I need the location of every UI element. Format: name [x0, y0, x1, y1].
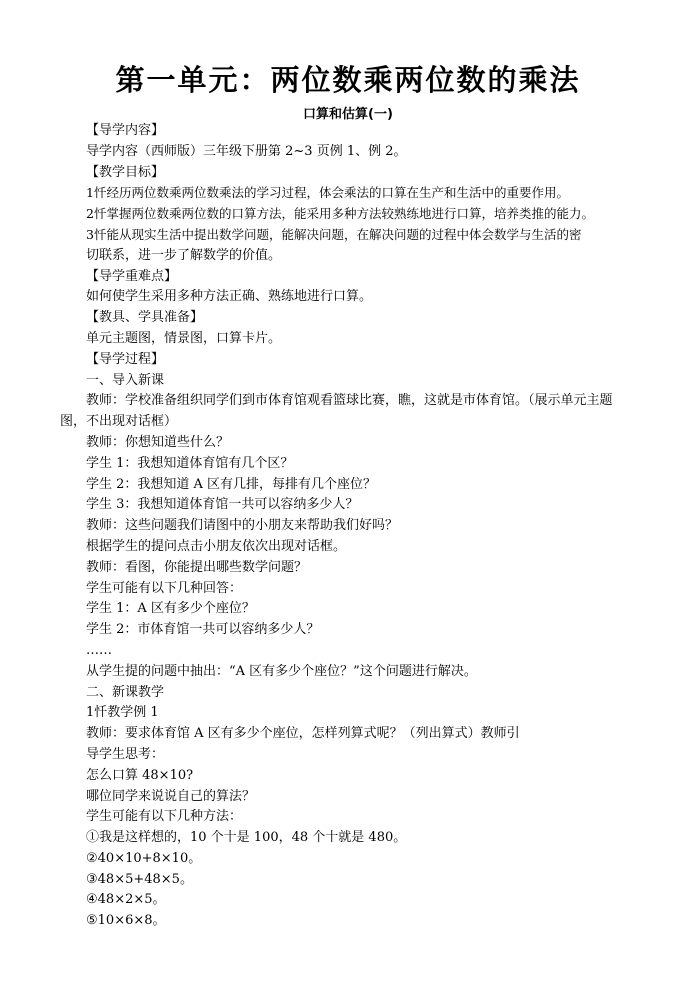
method-item: ①我是这样想的，10 个十是 100，48 个十就是 480。 — [86, 830, 407, 846]
paragraph-line: 切联系，进一步了解数学的价值。 — [86, 247, 282, 263]
document-subtitle: 口算和估算(一) — [303, 107, 393, 122]
section-heading: 【导学过程】 — [86, 351, 165, 367]
section-heading: 【教具、学具准备】 — [86, 310, 204, 326]
paragraph-line: 教师：看图，你能提出哪些数学问题？ — [86, 559, 308, 575]
paragraph-line: 单元主题图，情景图，口算卡片。 — [86, 330, 282, 346]
paragraph-line: 导学内容（西师版）三年级下册第 2~3 页例 1、例 2。 — [86, 143, 407, 159]
ellipsis-line: …… — [86, 642, 112, 658]
paragraph-line: 根据学生的提问点击小朋友依次出现对话框。 — [86, 538, 347, 554]
paragraph-line: 3忏能从现实生活中提出数学问题，能解决问题，在解决问题的过程中体会数学与生活的密 — [86, 226, 582, 242]
paragraph-line: 2忏掌握两位数乘两位数的口算方法，能采用多种方法较熟练地进行口算，培养类推的能力。 — [86, 206, 594, 222]
paragraph-line: 学生 3：我想知道体育馆一共可以容纳多少人？ — [86, 497, 359, 513]
paragraph-line: 学生 2：我想知道 A 区有几排，每排有几个座位？ — [86, 476, 377, 492]
paragraph-line: 从学生提的问题中抽出：“A 区有多少个座位？”这个问题进行解决。 — [86, 663, 477, 679]
method-item: ②40×10+8×10。 — [86, 850, 202, 866]
document-body — [60, 121, 660, 932]
paragraph-line: 学生可能有以下几种方法： — [86, 809, 243, 825]
paragraph-line: 1忏教学例 1 — [86, 705, 159, 721]
paragraph-line: 导学生思考： — [86, 746, 165, 762]
paragraph-line: 教师：这些问题我们请图中的小朋友来帮助我们好吗？ — [86, 518, 399, 534]
paragraph-line: 教师：你想知道些什么？ — [86, 434, 230, 450]
paragraph-line: 哪位同学来说说自己的算法？ — [86, 788, 256, 804]
method-item: ⑤10×6×8。 — [86, 913, 166, 929]
paragraph-line: 图，不出现对话框） — [60, 414, 178, 430]
paragraph-line: 学生 2：市体育馆一共可以容纳多少人？ — [86, 622, 320, 638]
paragraph-line: 怎么口算 48×10? — [86, 767, 194, 783]
method-item: ③48×5+48×5。 — [86, 871, 193, 887]
paragraph-line: 学生可能有以下几种回答： — [86, 580, 243, 596]
paragraph-line: 教师：学校准备组织同学们到市体育馆观看篮球比赛，瞧，这就是市体育馆。（展示单元主题 — [86, 393, 613, 409]
paragraph-line: 1忏经历两位数乘两位数乘法的学习过程，体会乘法的口算在生产和生活中的重要作用。 — [86, 185, 569, 201]
section-heading: 【导学重难点】 — [86, 268, 178, 284]
section-heading: 【导学内容】 — [86, 123, 165, 138]
paragraph-line: 如何使学生采用多种方法正确、熟练地进行口算。 — [86, 289, 373, 305]
section-heading: 【教学目标】 — [86, 164, 165, 180]
paragraph-line: 学生 1：我想知道体育馆有几个区？ — [86, 455, 294, 471]
subsection-heading: 一、导入新课 — [86, 372, 165, 388]
method-item: ④48×2×5。 — [86, 892, 166, 908]
subsection-heading: 二、新课教学 — [86, 684, 165, 700]
document-title: 第一单元：两位数乘两位数的乘法 — [115, 63, 581, 97]
paragraph-line: 学生 1：A 区有多少个座位？ — [86, 601, 255, 617]
paragraph-line: 教师：要求体育馆 A 区有多少个座位，怎样列算式呢？（列出算式）教师引 — [86, 726, 520, 742]
